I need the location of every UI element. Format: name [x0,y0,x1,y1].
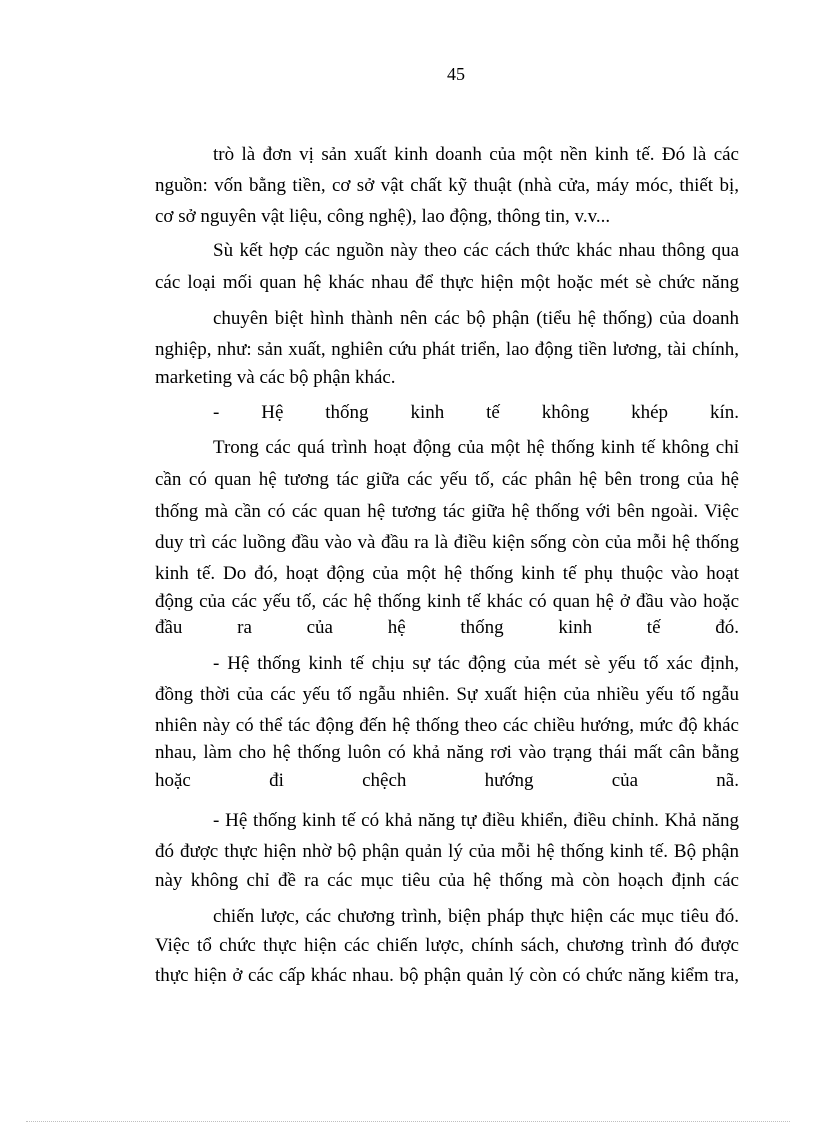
text-line: nguồn: vốn bằng tiền, cơ sở vật chất kỹ thuật (nhà cửa, máy móc, thiết bị, [155,175,739,196]
word: của [306,617,333,638]
word: tế [646,617,661,638]
page-number: 45 [447,64,465,84]
word: khép [631,402,669,423]
word: chệch [362,770,407,791]
text-line: đồng thời của các yếu tố ngẫu nhiên. Sự xuất hiện của nhiều yếu tố ngẫu [155,684,739,705]
word: kinh [410,402,445,423]
text-line: đó được thực hiện nhờ bộ phận quản lý của mỗi hệ thống kinh tế. Bộ phận [155,841,739,862]
text-line [155,770,739,792]
text-line: - Hệ thống kinh tế có khả năng tự điều khiển, điều chỉnh. Khả năng [213,810,739,831]
text-line: Việc tổ chức thực hiện các chiến lược, chính sách, chương trình đó được [155,935,739,956]
section-heading [213,402,739,424]
word: của [611,770,639,791]
word: tế [486,402,500,423]
word: ra [237,617,252,638]
text-line: chiến lược, các chương trình, biện pháp thực hiện các mục tiêu đó. [213,906,739,927]
text-line: - Hệ thống kinh tế chịu sự tác động của mét sè yếu tố xác định, [213,653,739,674]
word: thống [460,617,504,638]
page-bottom-rule [26,1121,790,1122]
text-line: nghiệp, như: sản xuất, nghiên cứu phát triển, lao động tiền lương, tài chính, [155,339,739,360]
text-line: thống mà cần có các quan hệ tương tác giữa hệ thống với bên ngoài. Việc [155,501,739,522]
text-line: cần có quan hệ tương tác giữa các yếu tố, các phân hệ bên trong của hệ [155,469,739,490]
text-line: duy trì các luồng đầu vào và đầu ra là điều kiện sống còn của mỗi hệ thống [155,532,739,553]
text-line: marketing và các bộ phận khác. [155,367,396,388]
word: không [541,402,590,423]
word: hướng [484,770,534,791]
word: Hệ [261,402,284,423]
text-line: Trong các quá trình hoạt động của một hệ thống kinh tế không chỉ [213,437,739,458]
text-line: nhiên này có thể tác động đến hệ thống theo các chiều hướng, mức độ khác [155,715,739,736]
text-line: thực hiện ở các cấp khác nhau. bộ phận quản lý còn có chức năng kiểm tra, [155,965,739,986]
text-line: kinh tế. Do đó, hoạt động của một hệ thống kinh tế phụ thuộc vào hoạt [155,563,739,584]
text-line: cơ sở nguyên vật liệu, công nghệ), lao động, thông tin, v.v... [155,206,611,227]
word: kín. [709,402,739,423]
word: hoặc [155,770,191,791]
text-line: Sù kết hợp các nguồn này theo các cách thức khác nhau thông qua [213,240,739,261]
word: thống [325,402,369,423]
word: - [213,402,220,423]
text-line: các loại mối quan hệ khác nhau để thực hiện một hoặc mét sè chức năng [155,272,739,293]
text-line: này không chỉ đề ra các mục tiêu của hệ thống mà còn hoạch định các [155,870,739,891]
text-line [155,617,739,639]
word: đi [269,770,284,791]
text-line: chuyên biệt hình thành nên các bộ phận (tiểu hệ thống) của doanh [213,308,739,329]
text-line: nhau, làm cho hệ thống luôn có khả năng rơi vào trạng thái mất cân bằng [155,742,739,763]
text-line: động của các yếu tố, các hệ thống kinh tế khác có quan hệ ở đầu vào hoặc [155,591,739,612]
word: đầu [155,617,183,638]
word: kinh [558,617,593,638]
text-line: trò là đơn vị sản xuất kinh doanh của một nền kinh tế. Đó là các [213,144,739,165]
word: đó. [715,617,739,638]
word: nã. [716,770,739,791]
word: hệ [387,617,406,638]
